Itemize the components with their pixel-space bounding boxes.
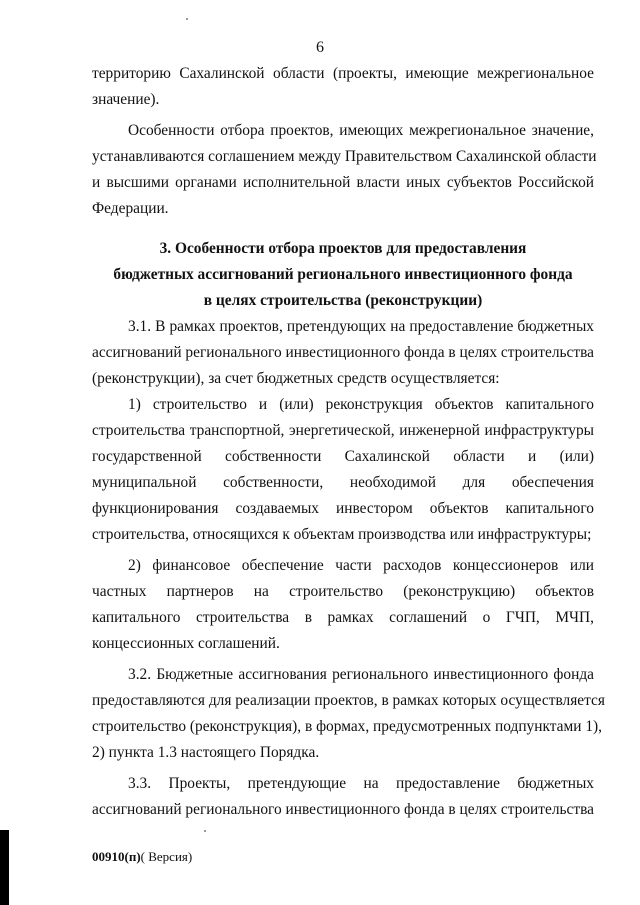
paragraph-continuation (92, 61, 594, 113)
paragraph-interregional (92, 118, 597, 222)
document-body (92, 61, 605, 823)
list-item-2 (92, 553, 594, 657)
text-line: функционирования создаваемых инвестором объектов капитального (92, 500, 594, 517)
text-line: ассигнований регионального инвестиционного фонда в целях строительства (92, 344, 594, 361)
paragraph-3-1 (92, 314, 594, 392)
text-line: строительства, относящихся к объектам производства или инфраструктуры; (92, 526, 592, 543)
text-line: (реконструкции), за счет бюджетных средств осуществляется: (92, 370, 500, 387)
heading-line: 3. Особенности отбора проектов для предоставления (159, 240, 527, 257)
text-line: предоставляются для реализации проектов, в рамках которых осуществляется (92, 692, 605, 709)
scan-speck (186, 18, 188, 20)
text-line: частных партнеров на строительство (реконструкцию) объектов (92, 583, 594, 600)
document-version: ( Версия) (140, 849, 193, 864)
section-heading (92, 236, 594, 314)
text-line: капитального строительства в рамках соглашений о ГЧП, МЧП, (92, 609, 594, 626)
text-line: ассигнований регионального инвестиционного фонда в целях строительства (92, 801, 594, 818)
document-footer (92, 849, 192, 865)
text-line: устанавливаются соглашением между Правительством Сахалинской области (92, 148, 597, 165)
text-line: 1) строительство и (или) реконструкция объектов капитального (128, 396, 594, 413)
text-line: Федерации. (92, 200, 169, 217)
text-line: муниципальной собственности, необходимой для обеспечения (92, 474, 594, 491)
text-line: и высшими органами исполнительной власти иных субъектов Российской (92, 174, 594, 191)
text-line: концессионных соглашений. (92, 635, 280, 652)
heading-line: в целях строительства (реконструкции) (203, 292, 483, 309)
text-line: значение). (92, 91, 160, 108)
text-line: Особенности отбора проектов, имеющих межрегиональное значение, (128, 122, 594, 139)
paragraph-3-3 (92, 771, 594, 823)
text-line: 2) финансовое обеспечение части расходов концессионеров или (128, 557, 594, 574)
page-number: 6 (316, 39, 324, 56)
text-line: государственной собственности Сахалинской области и (или) (92, 448, 594, 465)
scan-speck (204, 830, 206, 832)
text-line: 2) пункта 1.3 настоящего Порядка. (92, 744, 320, 761)
document-code: 00910(п) (92, 849, 141, 864)
paragraph-3-2 (92, 662, 605, 766)
text-line: 3.1. В рамках проектов, претендующих на предоставление бюджетных (128, 318, 594, 335)
text-line: строительство (реконструкция), в формах, предусмотренных подпунктами 1), (92, 718, 602, 735)
text-line: 3.2. Бюджетные ассигнования регионального инвестиционного фонда (128, 666, 594, 683)
text-line: 3.3. Проекты, претендующие на предоставление бюджетных (128, 775, 594, 792)
list-item-1 (92, 392, 594, 548)
heading-line: бюджетных ассигнований регионального инвестиционного фонда (113, 266, 573, 283)
scan-edge-mark (0, 830, 9, 905)
text-line: территорию Сахалинской области (проекты, имеющие межрегиональное (92, 65, 594, 82)
text-line: строительства транспортной, энергетической, инженерной инфраструктуры (92, 422, 594, 439)
